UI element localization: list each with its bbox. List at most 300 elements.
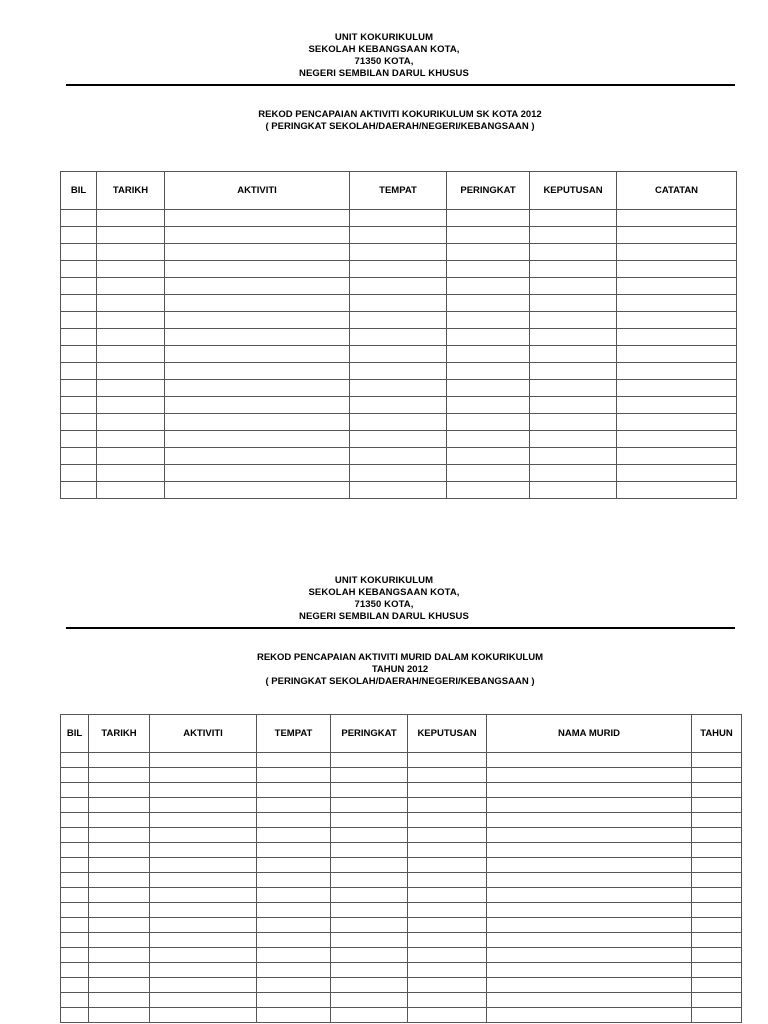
table-cell <box>257 978 331 993</box>
table-cell <box>408 993 487 1008</box>
table-cell <box>61 813 89 828</box>
col-header-bil: BIL <box>61 715 89 753</box>
table-cell <box>89 1008 150 1023</box>
table-cell <box>350 397 447 414</box>
table-cell <box>97 465 165 482</box>
table-cell <box>165 448 350 465</box>
table-row <box>61 993 742 1008</box>
table-cell <box>692 843 742 858</box>
table-cell <box>61 329 97 346</box>
postcode-town: 71350 KOTA, <box>354 56 414 67</box>
table-cell <box>447 380 530 397</box>
table-cell <box>97 431 165 448</box>
table-cell <box>331 858 408 873</box>
table-cell <box>89 933 150 948</box>
state-name: NEGERI SEMBILAN DARUL KHUSUS <box>299 68 469 79</box>
table-cell <box>331 873 408 888</box>
table-cell <box>150 888 257 903</box>
table-cell <box>257 843 331 858</box>
table-cell <box>408 948 487 963</box>
table-cell <box>447 465 530 482</box>
table-cell <box>165 312 350 329</box>
table-cell <box>447 448 530 465</box>
table-cell <box>692 993 742 1008</box>
table-cell <box>530 312 617 329</box>
table-cell <box>165 227 350 244</box>
table-cell <box>61 753 89 768</box>
col-header-tarikh: TARIKH <box>97 172 165 210</box>
table-cell <box>487 813 692 828</box>
table-cell <box>150 783 257 798</box>
table-cell <box>257 993 331 1008</box>
table-cell <box>350 210 447 227</box>
table-cell <box>61 978 89 993</box>
table-cell <box>408 858 487 873</box>
table-cell <box>61 448 97 465</box>
table-cell <box>408 873 487 888</box>
table-cell <box>97 346 165 363</box>
table-cell <box>165 482 350 499</box>
table-cell <box>150 798 257 813</box>
table-cell <box>350 414 447 431</box>
table-cell <box>89 888 150 903</box>
table-cell <box>331 993 408 1008</box>
table-cell <box>350 278 447 295</box>
table-row <box>61 978 742 993</box>
table-cell <box>350 295 447 312</box>
table-cell <box>89 873 150 888</box>
table-cell <box>331 978 408 993</box>
table-row <box>61 933 742 948</box>
table-cell <box>530 329 617 346</box>
table-cell <box>61 843 89 858</box>
table-row <box>61 380 737 397</box>
table-cell <box>165 346 350 363</box>
table-cell <box>408 933 487 948</box>
table-row <box>61 1008 742 1023</box>
table-cell <box>150 918 257 933</box>
table-cell <box>408 768 487 783</box>
table-cell <box>89 828 150 843</box>
table-row <box>61 813 742 828</box>
table-row <box>61 448 737 465</box>
table-row <box>61 278 737 295</box>
table-cell <box>61 397 97 414</box>
table-cell <box>61 346 97 363</box>
table-cell <box>61 295 97 312</box>
table-cell <box>61 918 89 933</box>
table-cell <box>487 783 692 798</box>
table-cell <box>165 295 350 312</box>
record-title-line: REKOD PENCAPAIAN AKTIVITI KOKURIKULUM SK KOTA 2012 <box>258 109 542 120</box>
table-cell <box>692 858 742 873</box>
table-cell <box>331 933 408 948</box>
table-cell <box>61 888 89 903</box>
table-cell <box>487 798 692 813</box>
table-cell <box>89 993 150 1008</box>
table-cell <box>150 873 257 888</box>
record-title-line: REKOD PENCAPAIAN AKTIVITI MURID DALAM KOKURIKULUM <box>256 652 544 663</box>
table-cell <box>61 993 89 1008</box>
table-cell <box>331 963 408 978</box>
table-cell <box>165 397 350 414</box>
table-cell <box>89 858 150 873</box>
table-cell <box>447 295 530 312</box>
table-cell <box>97 244 165 261</box>
table-cell <box>447 482 530 499</box>
col-header-tempat: TEMPAT <box>257 715 331 753</box>
table-cell <box>617 431 737 448</box>
table-cell <box>257 903 331 918</box>
table-cell <box>150 948 257 963</box>
table-cell <box>97 482 165 499</box>
col-header-tarikh: TARIKH <box>89 715 150 753</box>
table-cell <box>97 448 165 465</box>
table-cell <box>89 768 150 783</box>
table-cell <box>89 843 150 858</box>
table-cell <box>150 978 257 993</box>
table-row <box>61 261 737 278</box>
school-header-1 <box>0 32 768 80</box>
table-cell <box>61 873 89 888</box>
table-cell <box>447 397 530 414</box>
table-cell <box>331 903 408 918</box>
col-header-tahun: TAHUN <box>692 715 742 753</box>
table-cell <box>61 798 89 813</box>
table-cell <box>257 798 331 813</box>
header-divider-1 <box>66 84 735 86</box>
table-cell <box>165 261 350 278</box>
table-row <box>61 227 737 244</box>
table-row <box>61 414 737 431</box>
table-cell <box>530 346 617 363</box>
table-cell <box>89 813 150 828</box>
table-cell <box>150 768 257 783</box>
table-row <box>61 244 737 261</box>
table-cell <box>487 768 692 783</box>
table-cell <box>617 482 737 499</box>
table-cell <box>530 363 617 380</box>
table-row <box>61 783 742 798</box>
table-cell <box>61 482 97 499</box>
col-header-aktiviti: AKTIVITI <box>165 172 350 210</box>
table-cell <box>530 244 617 261</box>
table-cell <box>350 380 447 397</box>
postcode-town: 71350 KOTA, <box>354 599 414 610</box>
table-cell <box>692 813 742 828</box>
table-cell <box>61 768 89 783</box>
table-row <box>61 888 742 903</box>
table-cell <box>692 978 742 993</box>
table-cell <box>692 888 742 903</box>
table-cell <box>530 210 617 227</box>
table-cell <box>257 753 331 768</box>
table-cell <box>350 448 447 465</box>
table-cell <box>97 210 165 227</box>
table-cell <box>165 329 350 346</box>
table-cell <box>692 1008 742 1023</box>
table-cell <box>617 346 737 363</box>
table-cell <box>257 963 331 978</box>
table-cell <box>331 948 408 963</box>
table-cell <box>617 465 737 482</box>
table-cell <box>487 978 692 993</box>
table-cell <box>165 380 350 397</box>
table-cell <box>97 295 165 312</box>
table-cell <box>97 261 165 278</box>
col-header-tempat: TEMPAT <box>350 172 447 210</box>
table-cell <box>692 918 742 933</box>
table-cell <box>61 858 89 873</box>
table-body <box>61 210 737 499</box>
table-cell <box>97 278 165 295</box>
table-cell <box>530 261 617 278</box>
student-achievement-table <box>60 714 742 1023</box>
table-cell <box>165 210 350 227</box>
table-cell <box>487 933 692 948</box>
record-title-1 <box>0 109 768 133</box>
col-header-aktiviti: AKTIVITI <box>150 715 257 753</box>
table-cell <box>617 397 737 414</box>
table-cell <box>257 768 331 783</box>
table-cell <box>408 963 487 978</box>
record-subtitle-line: ( PERINGKAT SEKOLAH/DAERAH/NEGERI/KEBANGSAAN ) <box>265 121 535 132</box>
table-cell <box>89 903 150 918</box>
table-cell <box>150 1008 257 1023</box>
table-cell <box>61 363 97 380</box>
record-year-line: TAHUN 2012 <box>371 664 429 675</box>
table-cell <box>408 798 487 813</box>
table-cell <box>692 783 742 798</box>
table-cell <box>350 244 447 261</box>
table-cell <box>350 227 447 244</box>
table-cell <box>257 783 331 798</box>
table-cell <box>447 261 530 278</box>
table-cell <box>692 963 742 978</box>
table-cell <box>447 227 530 244</box>
table-cell <box>692 933 742 948</box>
table-cell <box>61 312 97 329</box>
table-cell <box>617 244 737 261</box>
table-row <box>61 753 742 768</box>
table-row <box>61 346 737 363</box>
table-cell <box>350 346 447 363</box>
table-row <box>61 903 742 918</box>
table-cell <box>257 813 331 828</box>
record-title-2 <box>0 652 768 688</box>
table-cell <box>89 918 150 933</box>
table-cell <box>350 261 447 278</box>
table-cell <box>61 261 97 278</box>
table-cell <box>61 963 89 978</box>
table-cell <box>61 948 89 963</box>
col-header-nama-murid: NAMA MURID <box>487 715 692 753</box>
table-cell <box>530 448 617 465</box>
table-cell <box>150 828 257 843</box>
table-cell <box>408 918 487 933</box>
table-cell <box>61 1008 89 1023</box>
table-cell <box>89 963 150 978</box>
table-cell <box>61 380 97 397</box>
table-row <box>61 843 742 858</box>
table-cell <box>617 261 737 278</box>
record-subtitle-line: ( PERINGKAT SEKOLAH/DAERAH/NEGERI/KEBANGSAAN ) <box>265 676 535 687</box>
table-cell <box>61 933 89 948</box>
table-cell <box>350 312 447 329</box>
table-body <box>61 753 742 1023</box>
table-cell <box>617 312 737 329</box>
table-cell <box>61 227 97 244</box>
table-cell <box>61 278 97 295</box>
table-header-row <box>61 715 742 753</box>
table-cell <box>89 948 150 963</box>
table-cell <box>447 329 530 346</box>
table-cell <box>89 798 150 813</box>
table-cell <box>408 843 487 858</box>
table-row <box>61 329 737 346</box>
table-cell <box>350 482 447 499</box>
table-cell <box>617 278 737 295</box>
table-cell <box>331 888 408 903</box>
table-cell <box>408 753 487 768</box>
table-cell <box>61 828 89 843</box>
table-cell <box>487 963 692 978</box>
table-cell <box>447 414 530 431</box>
table-cell <box>61 431 97 448</box>
table-row <box>61 431 737 448</box>
table-row <box>61 363 737 380</box>
table-cell <box>97 312 165 329</box>
table-cell <box>61 414 97 431</box>
col-header-catatan: CATATAN <box>617 172 737 210</box>
table-cell <box>617 295 737 312</box>
table-cell <box>408 903 487 918</box>
table-cell <box>97 329 165 346</box>
table-cell <box>150 963 257 978</box>
table-cell <box>408 783 487 798</box>
table-cell <box>61 210 97 227</box>
table-cell <box>331 843 408 858</box>
table-cell <box>89 753 150 768</box>
table-row <box>61 768 742 783</box>
col-header-bil: BIL <box>61 172 97 210</box>
table-cell <box>617 227 737 244</box>
table-cell <box>350 363 447 380</box>
table-cell <box>408 1008 487 1023</box>
header-divider-2 <box>66 627 735 629</box>
table-header-row <box>61 172 737 210</box>
table-cell <box>487 948 692 963</box>
table-row <box>61 798 742 813</box>
table-cell <box>530 414 617 431</box>
table-cell <box>617 363 737 380</box>
table-cell <box>350 329 447 346</box>
table-row <box>61 858 742 873</box>
table-cell <box>617 414 737 431</box>
table-cell <box>165 414 350 431</box>
table-cell <box>97 227 165 244</box>
table-cell <box>692 798 742 813</box>
table-row <box>61 873 742 888</box>
table-cell <box>487 918 692 933</box>
unit-name: UNIT KOKURIKULUM <box>334 575 434 586</box>
table-cell <box>692 753 742 768</box>
table-cell <box>447 431 530 448</box>
table-cell <box>692 903 742 918</box>
table-cell <box>530 227 617 244</box>
table-cell <box>165 465 350 482</box>
table-cell <box>530 482 617 499</box>
table-cell <box>617 329 737 346</box>
table-cell <box>692 828 742 843</box>
table-cell <box>150 903 257 918</box>
col-header-peringkat: PERINGKAT <box>331 715 408 753</box>
table-cell <box>447 346 530 363</box>
table-cell <box>408 828 487 843</box>
table-row <box>61 210 737 227</box>
table-cell <box>487 828 692 843</box>
table-cell <box>692 948 742 963</box>
table-cell <box>487 903 692 918</box>
table-cell <box>150 753 257 768</box>
unit-name: UNIT KOKURIKULUM <box>334 32 434 43</box>
table-cell <box>331 783 408 798</box>
table-cell <box>165 244 350 261</box>
table-cell <box>331 753 408 768</box>
table-cell <box>447 244 530 261</box>
table-row <box>61 963 742 978</box>
table-cell <box>692 873 742 888</box>
table-cell <box>530 397 617 414</box>
activity-record-table <box>60 171 737 499</box>
table-cell <box>97 380 165 397</box>
table-cell <box>331 1008 408 1023</box>
table-cell <box>530 295 617 312</box>
table-row <box>61 295 737 312</box>
school-header-2 <box>0 575 768 623</box>
table-cell <box>692 768 742 783</box>
table-cell <box>447 210 530 227</box>
table-cell <box>487 753 692 768</box>
table-cell <box>165 278 350 295</box>
table-cell <box>487 993 692 1008</box>
table-cell <box>408 888 487 903</box>
table-cell <box>257 918 331 933</box>
table-cell <box>350 431 447 448</box>
table-cell <box>331 798 408 813</box>
table-cell <box>530 465 617 482</box>
table-row <box>61 918 742 933</box>
table-cell <box>257 873 331 888</box>
table-cell <box>97 414 165 431</box>
table-row <box>61 948 742 963</box>
table-cell <box>487 873 692 888</box>
table-cell <box>257 828 331 843</box>
table-cell <box>150 843 257 858</box>
table-cell <box>257 858 331 873</box>
table-cell <box>150 993 257 1008</box>
col-header-peringkat: PERINGKAT <box>447 172 530 210</box>
table-row <box>61 397 737 414</box>
table-cell <box>530 278 617 295</box>
table-cell <box>150 858 257 873</box>
table-cell <box>350 465 447 482</box>
table-cell <box>89 783 150 798</box>
table-cell <box>97 397 165 414</box>
table-row <box>61 482 737 499</box>
table-cell <box>487 888 692 903</box>
table-row <box>61 465 737 482</box>
